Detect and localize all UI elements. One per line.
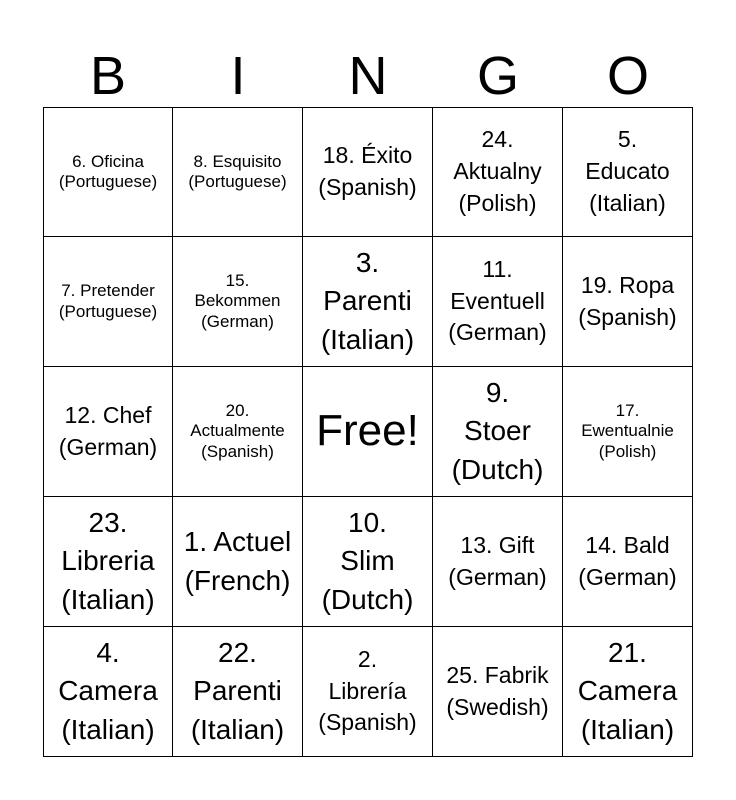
- header-letter-i: I: [230, 46, 246, 106]
- bingo-cell[interactable]: [173, 107, 303, 237]
- bingo-cell[interactable]: [43, 627, 173, 757]
- cell-text: 4. Camera (Italian): [58, 637, 158, 745]
- bingo-cell[interactable]: [173, 497, 303, 627]
- bingo-cell[interactable]: [433, 367, 563, 497]
- bingo-cell[interactable]: [563, 107, 693, 237]
- bingo-cell[interactable]: [433, 237, 563, 367]
- cell-text: 25. Fabrik (Swedish): [446, 661, 549, 720]
- free-space-text: Free!: [316, 406, 419, 456]
- bingo-cell[interactable]: [173, 367, 303, 497]
- cell-text: 17. Ewentualnie (Polish): [581, 400, 674, 461]
- cell-text: 2. Librería (Spanish): [318, 645, 417, 736]
- header-letter-o: O: [606, 46, 649, 106]
- cell-text: 14. Bald (German): [578, 531, 677, 590]
- cell-text: 8. Esquisito (Portuguese): [188, 151, 287, 191]
- cell-text: 3. Parenti (Italian): [320, 247, 415, 355]
- bingo-cell[interactable]: [173, 237, 303, 367]
- bingo-cell[interactable]: [563, 367, 693, 497]
- cell-text: 23. Libreria (Italian): [61, 507, 155, 615]
- free-space-cell[interactable]: [303, 367, 433, 497]
- bingo-cell[interactable]: [303, 107, 433, 237]
- cell-text: 12. Chef (German): [58, 401, 158, 460]
- bingo-cell[interactable]: [433, 497, 563, 627]
- cell-text: 15. Bekommen (German): [194, 270, 281, 331]
- cell-text: 7. Pretender (Portuguese): [58, 281, 158, 321]
- cell-text: 20. Actualmente (Spanish): [190, 400, 285, 461]
- cell-text: 18. Éxito (Spanish): [318, 142, 417, 200]
- header-letter-g: G: [476, 46, 519, 106]
- cell-text: 22. Parenti (Italian): [190, 637, 285, 745]
- bingo-cell[interactable]: [563, 237, 693, 367]
- bingo-cell[interactable]: [43, 237, 173, 367]
- cell-text: 9. Stoer (Dutch): [451, 377, 544, 485]
- cell-text: 19. Ropa (Spanish): [578, 271, 677, 330]
- bingo-cell[interactable]: [173, 627, 303, 757]
- header-letter-n: N: [348, 46, 388, 106]
- bingo-cell[interactable]: [303, 237, 433, 367]
- cell-text: 11. Eventuell (German): [448, 255, 547, 346]
- bingo-cell[interactable]: [563, 497, 693, 627]
- bingo-cell[interactable]: [43, 497, 173, 627]
- header-letter-b: B: [89, 46, 127, 106]
- bingo-header: [43, 44, 693, 108]
- bingo-cell[interactable]: [303, 497, 433, 627]
- cell-text: 24. Aktualny (Polish): [453, 126, 542, 216]
- cell-text: 10. Slim (Dutch): [321, 507, 414, 615]
- cell-text: 1. Actuel (French): [183, 526, 292, 596]
- bingo-cell[interactable]: [433, 627, 563, 757]
- cell-text: 13. Gift (German): [448, 531, 547, 590]
- bingo-cell[interactable]: [43, 107, 173, 237]
- bingo-cell[interactable]: [43, 367, 173, 497]
- bingo-cell[interactable]: [433, 107, 563, 237]
- cell-text: 6. Oficina (Portuguese): [58, 151, 158, 191]
- bingo-cell[interactable]: [303, 627, 433, 757]
- cell-text: 21. Camera (Italian): [577, 637, 678, 745]
- bingo-cell[interactable]: [563, 627, 693, 757]
- bingo-board: [43, 107, 693, 757]
- cell-text: 5. Educato (Italian): [585, 126, 670, 216]
